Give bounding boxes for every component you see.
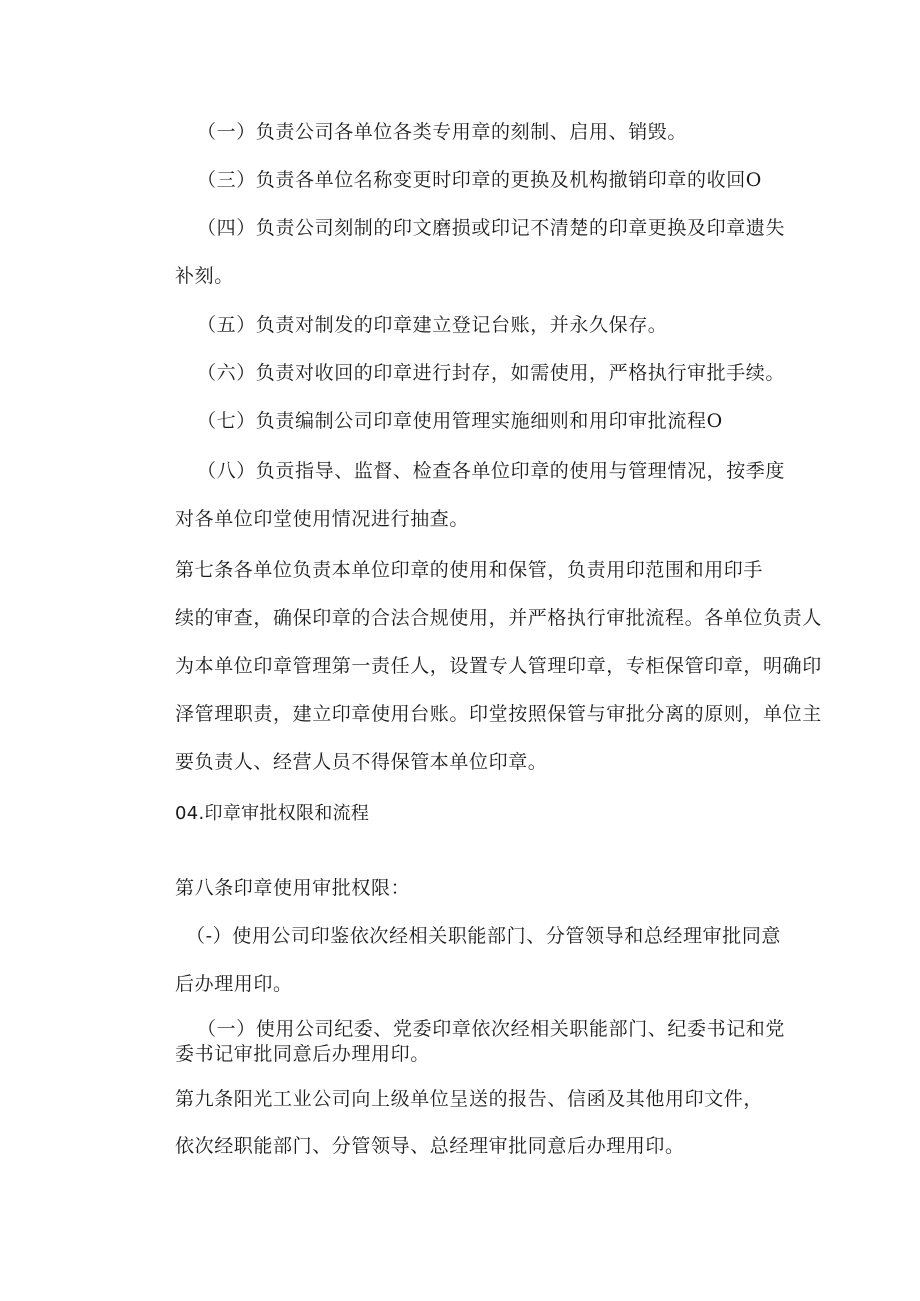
article-8-item-1-line-1: （-）使用公司印鉴依次经相关职能部门、分管领导和总经理审批同意 [186,925,782,947]
article-8-item-1-line-2: 后办理用印。 [175,973,293,995]
section-heading: 04.印章审批权限和流程 [175,803,370,824]
article-7-line-2: 续的审查，确保印章的合法合规使用，并严格执行审批流程。各单位负责人 [175,607,822,629]
article-8-title: 第八条印章使用审批权限： [175,877,411,899]
article-9-line-2: 依次经职能部门、分管领导、总经理审批同意后办理用印。 [175,1135,685,1157]
article-8-item-2-line-1: （一）使用公司纪委、党委印章依次经相关职能部门、纪委书记和党 [197,1018,786,1040]
article-7-line-4: 泽管理职责，建立印章使用台账。印堂按照保管与审批分离的原则，单位主 [175,703,822,725]
article-7-line-1: 第七条各单位负责本单位印章的使用和保管，负责用印范围和用印手 [175,559,764,581]
clause-1: （一）负责公司各单位各类专用章的刻制、启用、销毁。 [197,121,688,143]
clause-5: （五）负责对制发的印章建立登记台账，并永久保存。 [197,314,668,336]
article-9-line-1: 第九条阳光工业公司向上级单位呈送的报告、信函及其他用印文件， [175,1088,764,1110]
clause-7: （七）负责编制公司印章使用管理实施细则和用印审批流程O [197,410,723,432]
clause-8-line-2: 对各单位印堂使用情况进行抽查。 [175,508,470,530]
article-7-line-3: 为本单位印章管理第一责任人，设置专人管理印章，专柜保管印章，明确印 [175,655,822,677]
article-7-line-5: 要负责人、经营人员不得保管本单位印章。 [175,751,548,773]
clause-3: （三）负责各单位名称变更时印章的更换及机构撤销印章的收回O [197,169,762,191]
clause-4-line-2: 补刻。 [175,265,234,287]
clause-4-line-1: （四）负责公司刻制的印文磨损或印记不清楚的印章更换及印章遗失 [197,217,786,239]
article-8-item-2-line-2: 委书记审批同意后办理用印。 [175,1043,430,1065]
clause-8-line-1: （八）负贡指导、监督、检查各单位印章的使用与管理情况，按季度 [197,460,786,482]
clause-6: （六）负责对收回的印章进行封存，如需使用，严格执行审批手续。 [197,362,786,384]
